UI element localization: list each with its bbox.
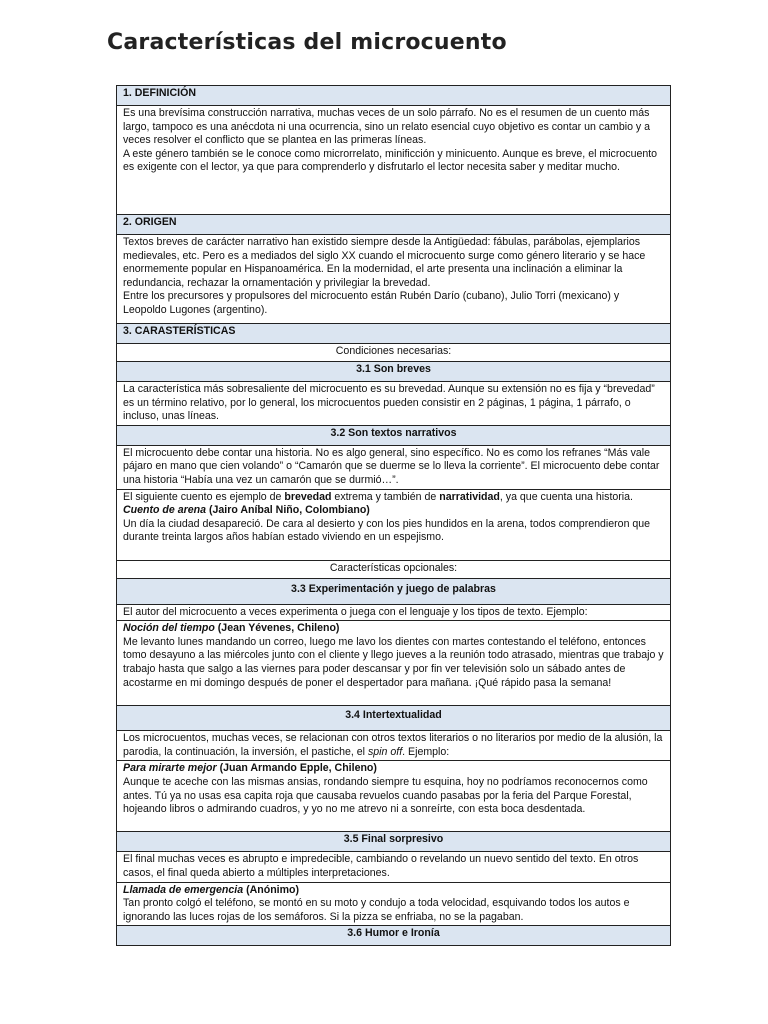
- opcionales-label: Características opcionales:: [117, 560, 671, 578]
- s32-example: [117, 489, 671, 560]
- story-heading: [123, 884, 664, 898]
- subsection-title-3-2: 3.2 Son textos narrativos: [117, 425, 671, 445]
- s34-example-row: [117, 761, 671, 832]
- s34-text-italic: spin off: [367, 745, 403, 758]
- s31-content-row: [117, 382, 671, 426]
- origen-paragraph-1: Textos breves de carácter narrativo han existido siempre desde la Antigüedad: fábulas, parábolas, ejemplarios medievales, etc. Pero es a mediados del siglo XX cuando el microcuento surge como género literario y se hace enormemente popular en Hispanoamérica. En la modernidad, el arte presenta una inclinación a eliminar la redundancia, rechazar la ornamentación y privilegiar la brevedad.: [123, 236, 646, 289]
- section-header-origen: 2. ORIGEN: [117, 215, 671, 235]
- section-header-caracteristicas: 3. CARASTERÍSTICAS: [117, 324, 671, 344]
- origen-content: [117, 235, 671, 324]
- story-author: (Juan Armando Epple, Chileno): [216, 762, 377, 775]
- story-heading: [123, 622, 664, 636]
- intro-text: El siguiente cuento es ejemplo de: [123, 490, 285, 503]
- story-title: Para mirarte mejor: [123, 762, 217, 775]
- subsection-row: [117, 425, 671, 445]
- story-heading: [123, 504, 664, 518]
- s33-content-row: [117, 604, 671, 621]
- s33-text: El autor del microcuento a veces experimenta o juega con el lenguaje y los tipos de texto. Ejemplo:: [117, 604, 671, 621]
- intro-bold-brevedad: brevedad: [284, 490, 332, 503]
- story-author: (Jean Yévenes, Chileno): [214, 622, 340, 635]
- subsection-title-3-4: 3.4 Intertextualidad: [117, 706, 671, 731]
- origen-paragraph-2: Entre los precursores y propulsores del microcuento están Rubén Darío (cubano), Julio Torri (mexicano) y Leopoldo Lugones (argentino).: [123, 290, 620, 316]
- s34-example: [117, 761, 671, 832]
- story-title: Llamada de emergencia: [123, 883, 244, 896]
- section-header-row: [117, 324, 671, 344]
- subsection-row: [117, 578, 671, 604]
- s34-text-part: . Ejemplo:: [402, 745, 450, 758]
- s33-example-row: [117, 621, 671, 706]
- intro-bold-narratividad: narratividad: [439, 490, 500, 503]
- definicion-paragraph-2: A este género también se le conoce como microrrelato, minificción y minicuento. Aunque es breve, el microcuento es exigente con el lector, ya que para comprenderlo y disfrutarlo el lector necesita saber y meditar mucho.: [123, 147, 658, 174]
- s35-example: [117, 882, 671, 926]
- s32-example-row: [117, 489, 671, 560]
- subsection-title-3-6: 3.6 Humor e Ironía: [117, 926, 671, 946]
- definicion-content-row: [117, 106, 671, 215]
- story-heading: [123, 762, 664, 776]
- section-header-row: [117, 215, 671, 235]
- subsection-row: [117, 926, 671, 946]
- s35-text: El final muchas veces es abrupto e impredecible, cambiando o revelando un nuevo sentido del texto. En otros casos, el final queda abierto a múltiples interpretaciones.: [117, 852, 671, 882]
- s34-text: [117, 731, 671, 761]
- page-title: Características del microcuento: [107, 30, 507, 55]
- subsection-title-3-5: 3.5 Final sorpresivo: [117, 832, 671, 852]
- s32-content-row: [117, 445, 671, 489]
- s33-example: [117, 621, 671, 706]
- condiciones-label: Condiciones necesarias:: [117, 344, 671, 362]
- subsection-row: [117, 832, 671, 852]
- story-title: Noción del tiempo: [123, 622, 215, 635]
- subsection-row: [117, 706, 671, 731]
- s34-content-row: [117, 731, 671, 761]
- subsection-row: [117, 362, 671, 382]
- section-header-row: [117, 86, 671, 106]
- origen-content-row: [117, 235, 671, 324]
- opcionales-row: [117, 560, 671, 578]
- condiciones-row: [117, 344, 671, 362]
- s35-example-row: [117, 882, 671, 926]
- definicion-content: [117, 106, 671, 215]
- story-text: Tan pronto colgó el teléfono, se montó en su moto y condujo a toda velocidad, esquivando todos los autos e ignorando las luces rojas de los semáforos. Si la pizza se enfriaba, no se la pagaban.: [123, 897, 630, 923]
- s35-content-row: [117, 852, 671, 882]
- story-author: (Jairo Aníbal Niño, Colombiano): [206, 504, 370, 517]
- story-title: Cuento de arena: [123, 504, 207, 517]
- s32-text: El microcuento debe contar una historia. No es algo general, sino específico. No es como los refranes “Más vale pájaro en mano que cien volando” o “Camarón que se duerme se lo lleva la corriente”. El microcuento debe contar una historia “Había una vez un camarón que se durmió…”.: [117, 445, 671, 489]
- s31-text: La característica más sobresaliente del microcuento es su brevedad. Aunque su extensión no es fija y “brevedad” es un término relativo, por lo general, los microcuentos pueden consistir en 2 páginas, 1 página, 1 párrafo, o incluso, unas líneas.: [117, 382, 671, 426]
- subsection-title-3-1: 3.1 Son breves: [117, 362, 671, 382]
- s34-text-part: Los microcuentos, muchas veces, se relacionan con otros textos literarios o no literarios por medio de la alusión, la parodia, la continuación, la inversión, el pastiche, el: [123, 732, 663, 758]
- section-header-definicion: 1. DEFINICIÓN: [117, 86, 671, 106]
- story-text: Aunque te aceche con las mismas ansias, rondando siempre tu esquina, hoy no podríamos reconocernos como antes. Tú ya no usas esa capita roja que causaba revuelos cuando pasabas por la feria del Parque Forestal, hojeando libros o admirando cuadros, y yo no me atrevo ni a sonreírte, con esta boca desdentada.: [123, 775, 648, 816]
- definicion-paragraph-1: Es una brevísima construcción narrativa, muchas veces de un solo párrafo. No es el resumen de un cuento más largo, tampoco es una anécdota ni una ocurrencia, sino un relato esencial cuyo objetivo es contar un cambio y a veces resolver el conflicto que se plantea en las primeras líneas.: [123, 107, 651, 147]
- intro-text: , ya que cuenta una historia.: [499, 490, 633, 503]
- characteristics-table: [116, 85, 671, 946]
- s32-example-intro: [123, 491, 664, 505]
- intro-text: extrema y también de: [331, 490, 440, 503]
- story-text: Un día la ciudad desapareció. De cara al desierto y con los pies hundidos en la arena, todos comprendieron que durante treinta largos años habían estado viviendo en un espejismo.: [123, 517, 651, 544]
- subsection-title-3-3: 3.3 Experimentación y juego de palabras: [117, 578, 671, 604]
- story-author: (Anónimo): [243, 883, 300, 896]
- story-text: Me levanto lunes mandando un correo, luego me lavo los dientes con martes contestando el teléfono, entonces tomo desayuno a las miércoles junto con el cliente y llego jueves a la reunión todo atrasado, mientras que trabajo y trabajo hasta que salgo a las viernes para poder descansar y por fin ver televisión solo un sábado antes de acostarme en mi domingo después de poner el despertador para mañana. ¡Qué rápido pasa la semana!: [123, 635, 664, 689]
